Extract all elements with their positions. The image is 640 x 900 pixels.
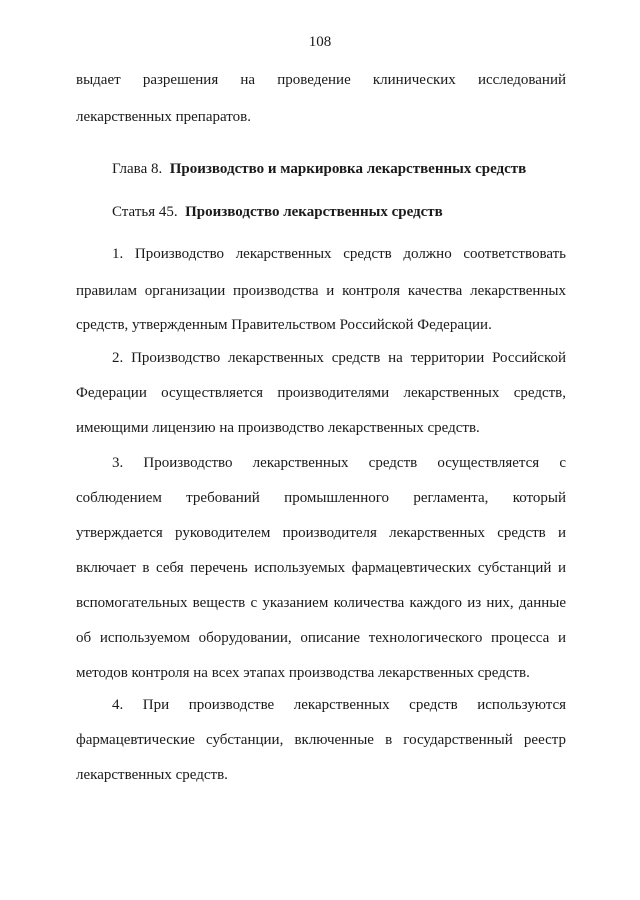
article-heading — [112, 204, 443, 221]
paragraph-3-line-7: методов контроля на всех этапах производства лекарственных средств. — [76, 665, 530, 681]
paragraph-2-line-1: 2. Производство лекарственных средств на территории Российской — [112, 350, 566, 366]
article-number: Статья 45. — [112, 204, 178, 220]
paragraph-3-line-6: об используемом оборудовании, описание технологического процесса и — [76, 630, 566, 646]
chapter-number: Глава 8. — [112, 161, 163, 177]
paragraph-3-line-2: соблюдением требований промышленного регламента, который — [76, 490, 566, 506]
paragraph-3-line-3: утверждается руководителем производителя лекарственных средств и — [76, 525, 566, 541]
chapter-heading — [112, 161, 526, 178]
paragraph-1-line-3: средств, утвержденным Правительством Российской Федерации. — [76, 317, 492, 333]
paragraph-4-line-2: фармацевтические субстанции, включенные в государственный реестр — [76, 732, 566, 748]
paragraph-3-line-1: 3. Производство лекарственных средств осуществляется с — [112, 455, 566, 471]
paragraph-3-line-4: включает в себя перечень используемых фармацевтических субстанций и — [76, 560, 566, 576]
continuation-line-1: выдает разрешения на проведение клинических исследований — [76, 72, 566, 88]
paragraph-3-line-5: вспомогательных веществ с указанием количества каждого из них, данные — [76, 595, 566, 611]
chapter-title: Производство и маркировка лекарственных средств — [169, 161, 527, 177]
paragraph-2-line-3: имеющими лицензию на производство лекарственных средств. — [76, 420, 480, 436]
paragraph-1-line-1: 1. Производство лекарственных средств должно соответствовать — [112, 246, 566, 262]
paragraph-4-line-1: 4. При производстве лекарственных средств используются — [112, 697, 566, 713]
paragraph-1-line-2: правилам организации производства и контроля качества лекарственных — [76, 283, 566, 299]
article-title: Производство лекарственных средств — [185, 204, 443, 220]
paragraph-4-line-3: лекарственных средств. — [76, 767, 228, 783]
paragraph-2-line-2: Федерации осуществляется производителями лекарственных средств, — [76, 385, 566, 401]
page-number: 108 — [308, 34, 332, 50]
continuation-line-2: лекарственных препаратов. — [76, 109, 251, 125]
